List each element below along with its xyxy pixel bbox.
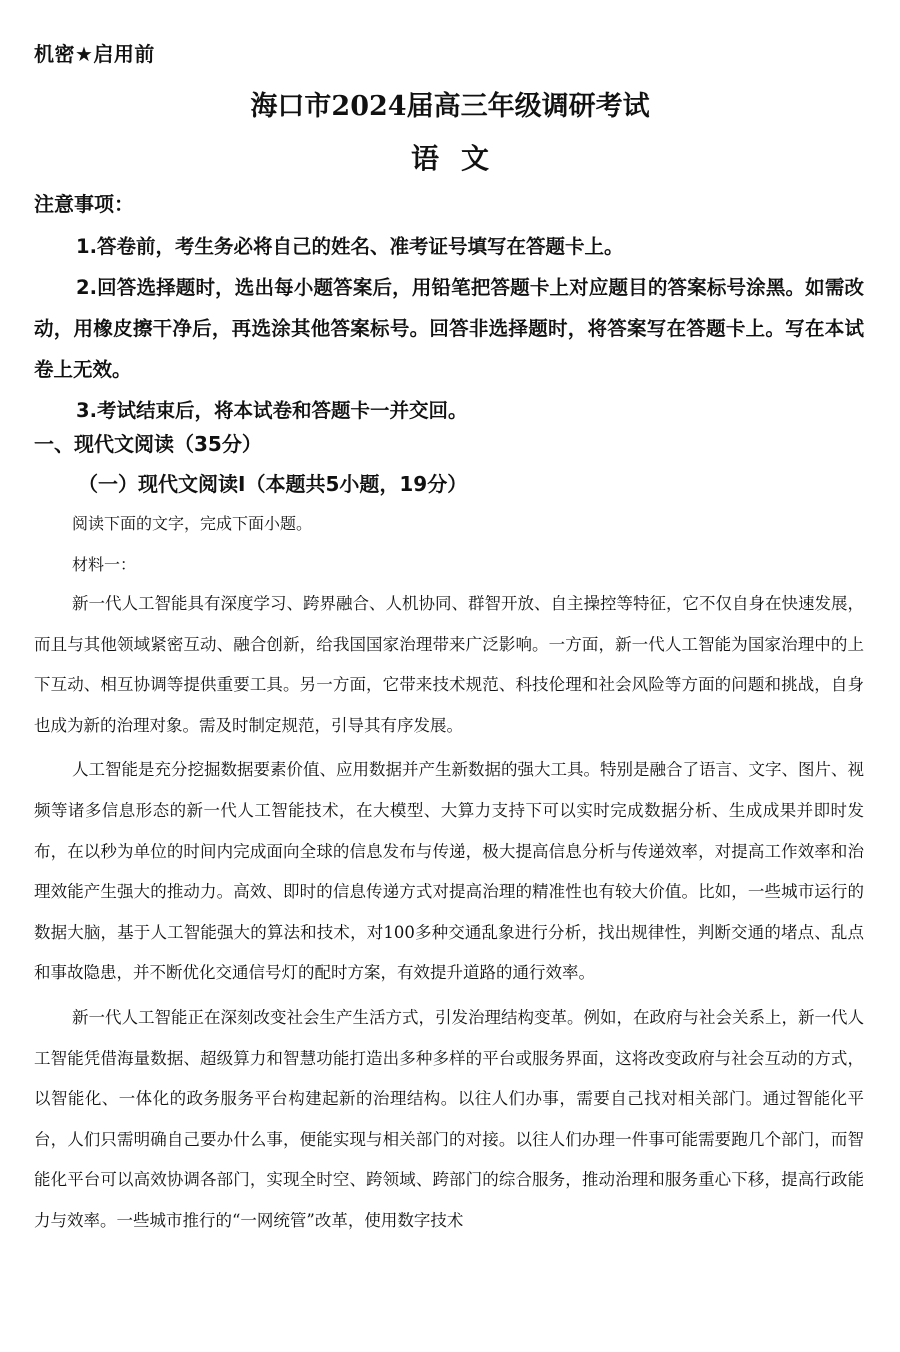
subsection-heading: （一）现代文阅读Ⅰ（本题共5小题，19分） [78, 472, 468, 496]
notice-list [34, 226, 864, 431]
confidential-label: 机密★启用前 [34, 42, 155, 66]
subject-title: 语文 [410, 142, 511, 175]
material-paragraph: 新一代人工智能正在深刻改变社会生产生活方式，引发治理结构变革。例如，在政府与社会关系上，新一代人工智能凭借海量数据、超级算力和智慧功能打造出多种多样的平台或服务界面，这将改变政府与社会互动的方式，以智能化、一体化的政务服务平台构建起新的治理结构。以往人们办事，需要自己找对相关部门。通过智能化平台，人们只需明确自己要办什么事，便能实现与相关部门的对接。以往人们办理一件事可能需要跑几个部门，而智能化平台可以高效协调各部门，实现全时空、跨领域、跨部门的综合服务，推动治理和服务重心下移，提高行政能力与效率。一些城市推行的“一网统管”改革，使用数字技术 [34, 1007, 864, 1230]
exam-title: 海口市2024届高三年级调研考试 [250, 91, 650, 122]
notice-heading: 注意事项： [34, 192, 134, 216]
material-text [34, 584, 864, 1242]
notice-item: 2.回答选择题时，选出每小题答案后，用铅笔把答题卡上对应题目的答案标号涂黑。如需改动，用橡皮擦干净后，再选涂其他答案标号。回答非选择题时，将答案写在答题卡上。写在本试卷上无效。 [34, 276, 864, 381]
section-heading: 一、现代文阅读（35分） [34, 432, 262, 456]
material-paragraph: 人工智能是充分挖掘数据要素价值、应用数据并产生新数据的强大工具。特别是融合了语言、文字、图片、视频等诸多信息形态的新一代人工智能技术，在大模型、大算力支持下可以实时完成数据分析、生成成果并即时发布，在以秒为单位的时间内完成面向全球的信息发布与传递，极大提高信息分析与传递效率，对提高工作效率和治理效能产生强大的推动力。高效、即时的信息传递方式对提高治理的精准性也有较大价值。比如，一些城市运行的数据大脑，基于人工智能强大的算法和技术，对100多种交通乱象进行分析，找出规律性，判断交通的堵点、乱点和事故隐患，并不断优化交通信号灯的配时方案，有效提升道路的通行效率。 [34, 760, 864, 983]
material-paragraph: 新一代人工智能具有深度学习、跨界融合、人机协同、群智开放、自主操控等特征，它不仅自身在快速发展，而且与其他领域紧密互动、融合创新，给我国国家治理带来广泛影响。一方面，新一代人工智能为国家治理中的上下互动、相互协调等提供重要工具。另一方面，它带来技术规范、科技伦理和社会风险等方面的问题和挑战，自身也成为新的治理对象。需及时制定规范，引导其有序发展。 [34, 594, 864, 735]
notice-item: 3.考试结束后，将本试卷和答题卡一并交回。 [76, 399, 468, 422]
notice-item: 1.答卷前，考生务必将自己的姓名、准考证号填写在答题卡上。 [76, 235, 624, 258]
material-label: 材料一： [72, 555, 137, 574]
reading-instruction: 阅读下面的文字，完成下面小题。 [72, 514, 313, 533]
